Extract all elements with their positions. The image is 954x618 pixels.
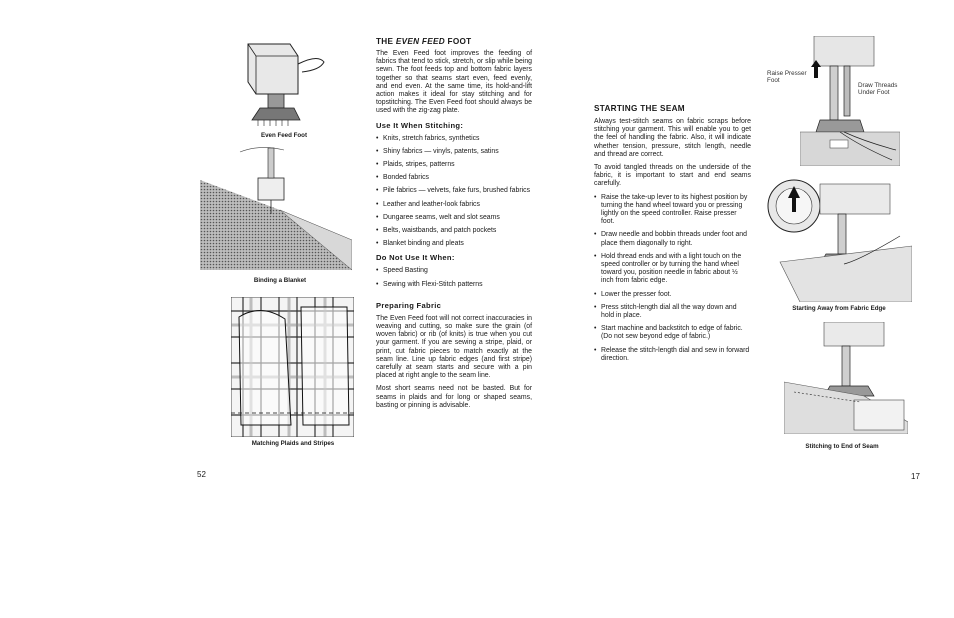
binding-blanket-caption: Binding a Blanket [253,277,307,284]
list-item: • Press stitch-length dial all the way down and hold in place. [594,304,751,320]
preparing-fabric-para-2: Most short seams need not be basted. But for seams in plaids and for long or shaped seams, basting or pinning is advisable. [376,385,532,409]
matching-plaids-caption: Matching Plaids and Stripes [251,440,335,447]
use-it-list [376,135,532,249]
raise-presser-foot-label: Raise Presser Foot [767,70,807,84]
left-page-number: 52 [197,470,206,479]
list-item: • Dungaree seams, welt and slot seams [376,214,532,222]
list-item: • Blanket binding and pleats [376,240,532,248]
starting-away-illustration [760,176,912,302]
preparing-fabric-para-1: The Even Feed foot will not correct inaccuracies in weaving and cutting, so make sure the grain (of woven fabric) or rib (of knits) is true when you cut your garment. If you are sewing a stripe, plaid, or print, cut fabric pieces to match exactly at the seam line. Line up fabric edges (and first stripe) carefully at seam starts and secure with a pin placed at right angle to the seam line. [376,314,532,380]
starting-seam-para-2: To avoid tangled threads on the underside of the fabric, it is important to start and end seams carefully. [594,164,751,188]
use-it-heading: Use It When Stitching: [376,120,464,130]
stitching-end-caption: Stitching to End of Seam [805,443,879,450]
left-text-column [376,37,532,415]
raise-presser-foot-illustration [800,36,900,166]
list-item: • Start machine and backstitch to edge of fabric. (Do not sew beyond edge of fabric.) [594,325,751,341]
list-item: • Raise the take-up lever to its highest position by turning the hand wheel toward you or pressing lightly on the speed controller. Raise presser foot. [594,194,751,227]
list-item: • Release the stitch-length dial and sew in forward direction. [594,347,751,363]
starting-away-caption: Starting Away from Fabric Edge [792,305,886,312]
list-item: • Sewing with Flexi-Stitch patterns [376,281,532,289]
list-item: • Lower the presser foot. [594,291,751,299]
even-feed-foot-caption: Even Feed Foot [260,132,308,139]
list-item: • Pile fabrics — velvets, fake furs, brushed fabrics [376,187,532,195]
starting-seam-steps [594,194,751,363]
preparing-fabric-heading: Preparing Fabric [376,300,442,310]
list-item: • Belts, waistbands, and patch pockets [376,227,532,235]
right-page-number: 17 [911,472,920,481]
matching-plaids-illustration [231,297,354,437]
list-item: • Speed Basting [376,267,532,275]
binding-blanket-illustration [200,140,352,276]
draw-threads-label: Draw Threads Under Foot [858,82,898,96]
right-text-column [594,104,751,368]
even-feed-foot-illustration [228,34,340,130]
stitching-end-illustration [784,322,908,434]
list-item: • Bonded fabrics [376,174,532,182]
even-feed-title: THE EVEN FEED FOOT [376,37,472,46]
do-not-use-list [376,267,532,288]
list-item: • Draw needle and bobbin threads under foot and place them diagonally to right. [594,231,751,247]
list-item: • Knits, stretch fabrics, synthetics [376,135,532,143]
starting-seam-heading: STARTING THE SEAM [594,104,685,113]
raise-arrow-icon [811,60,821,78]
list-item: • Hold thread ends and with a light touch on the speed controller or by turning the hand wheel toward you, position needle in fabric about ½ inch from fabric edge. [594,253,751,286]
even-feed-intro: The Even Feed foot improves the feeding of fabrics that tend to stick, stretch, or slip while being sewn. The foot feeds top and bottom fabric layers together so that seams start even, feed evenly, and end even. At the same time, its hold-and-lift action makes it ideal for stay stitching and for topstitching. The Even Feed foot should always be used with the zig-zag plate. [376,50,532,115]
do-not-use-heading: Do Not Use It When: [376,253,455,263]
list-item: • Shiny fabrics — vinyls, patents, satins [376,148,532,156]
list-item: • Leather and leather-look fabrics [376,201,532,209]
starting-seam-para-1: Always test-stitch seams on fabric scraps before stitching your garment. This will enable you to get the feel of handling the fabric. Also, it will indicate whether tension, pressure, stitch length, needle and thread are correct. [594,118,751,158]
list-item: • Plaids, stripes, patterns [376,161,532,169]
